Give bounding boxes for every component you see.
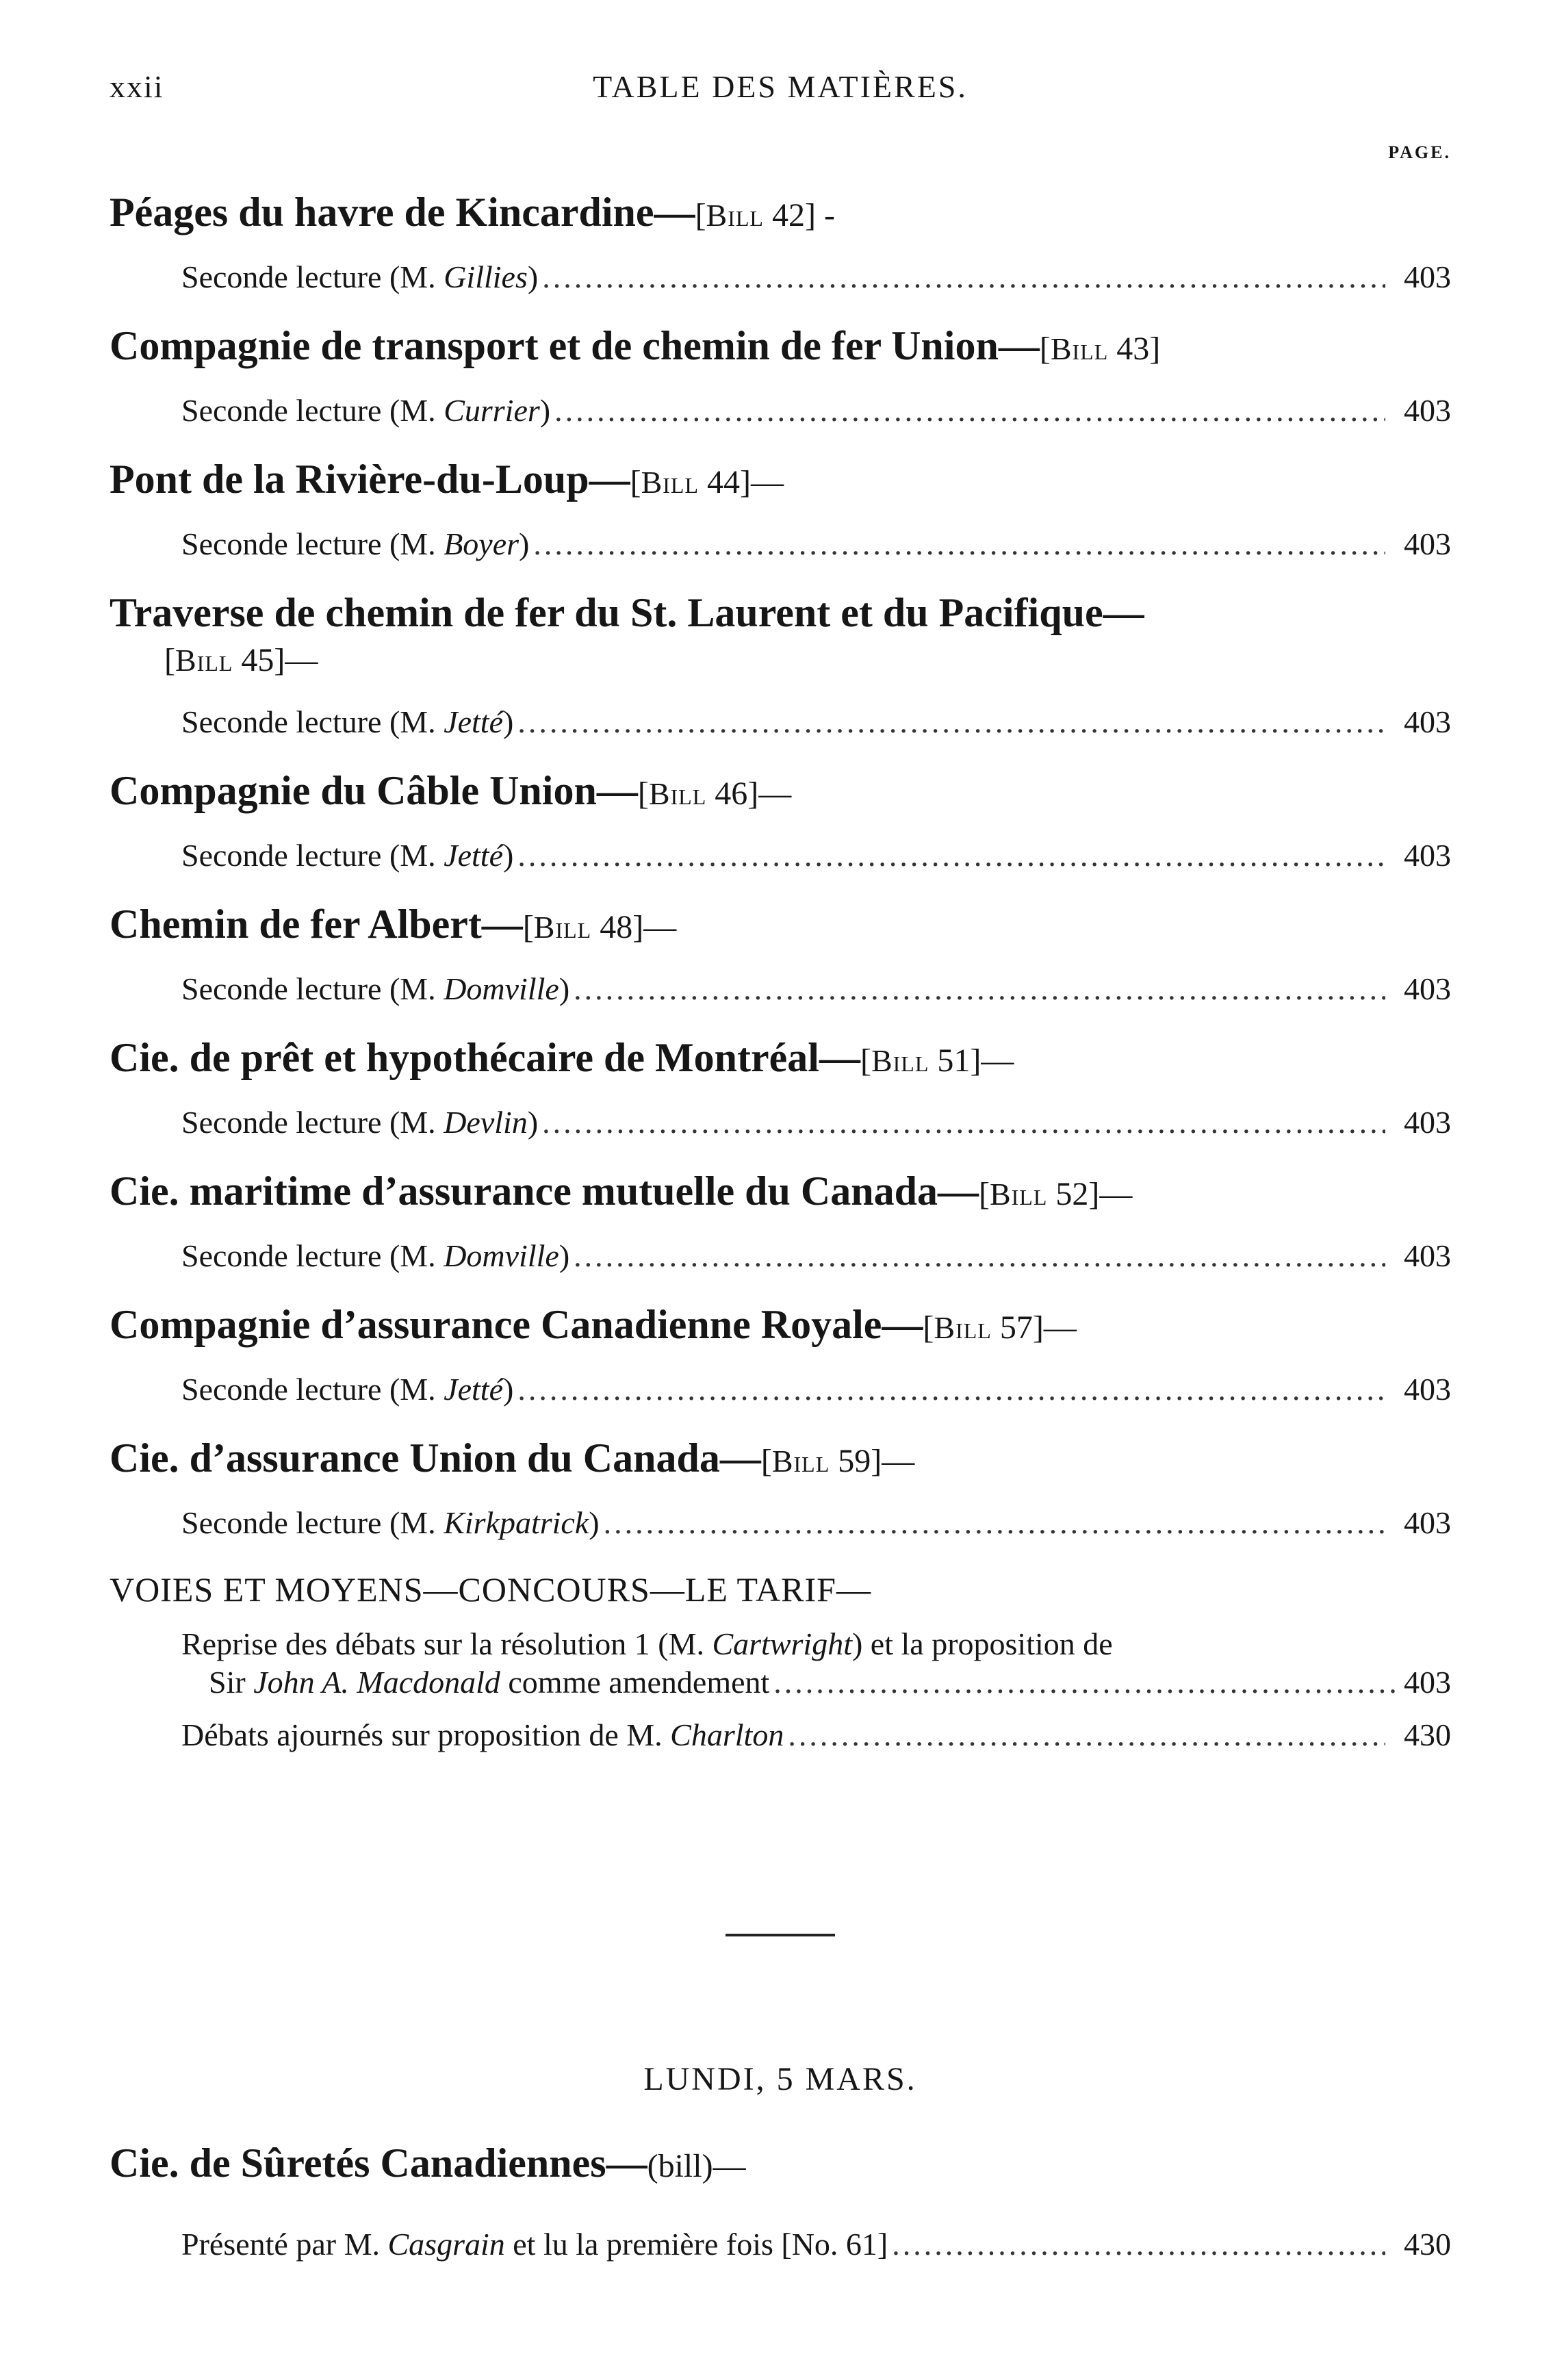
member-name: Gillies (444, 259, 528, 294)
entry-title: Péages du havre de Kincardine— (110, 190, 695, 235)
bill-word: Bill (989, 1177, 1048, 1212)
running-head (110, 68, 1451, 123)
member-name: Charlton (670, 1717, 784, 1752)
page-column-label: PAGE. (1388, 142, 1451, 162)
member-name: Devlin (444, 1105, 528, 1140)
bill-number: 43] (1116, 331, 1161, 367)
toc-entry (110, 1167, 1451, 1277)
entry-title: Cie. maritime d’assurance mutuelle du Canada— (110, 1168, 979, 1214)
page-ref: 403 (1404, 526, 1451, 561)
entry-heading (110, 900, 1451, 951)
bill-reference: [Bill 52]— (978, 1176, 1133, 1212)
entry-title: Cie. de prêt et hypothécaire de Montréal— (110, 1035, 860, 1080)
dot-leader (892, 2223, 1385, 2266)
member-name: John A. Macdonald (253, 1665, 500, 1700)
page-ref: 403 (1404, 704, 1451, 739)
dot-leader (542, 256, 1385, 298)
dot-leader (542, 1101, 1385, 1144)
bill-reference: (bill)— (647, 2148, 746, 2184)
entry-title: Cie. de Sûretés Canadiennes— (110, 2140, 647, 2186)
bill-number: 42] (771, 197, 816, 233)
reading-line: Seconde lecture (M. Kirkpatrick) ..... 403 (181, 1502, 1451, 1544)
entry-heading (110, 589, 1451, 684)
reading-line: Seconde lecture (M. Jetté) ..... 403 (181, 1368, 1451, 1411)
dot-leader (788, 1714, 1385, 1756)
page-ref: 403 (1404, 1105, 1451, 1140)
bill-number: 52] (1055, 1176, 1100, 1212)
member-name: Kirkpatrick (444, 1505, 589, 1540)
bill-reference: [Bill 48]— (522, 909, 677, 945)
debate-line: Reprise des débats sur la résolution 1 (M. Cartwright) et la proposition de Sir John A. Macdonald comme amendement ..... 403 (181, 1625, 1451, 1702)
toc-entry (110, 322, 1451, 432)
document-page (110, 0, 1451, 2380)
entry-heading (110, 188, 1451, 240)
toc-entry (110, 2139, 1451, 2266)
bill-number: 51] (937, 1042, 981, 1079)
bill-reference: [Bill 43] (1039, 331, 1161, 367)
reading-line: Seconde lecture (M. Currier) ..... 403 (181, 389, 1451, 432)
page-ref: 403 (1404, 1238, 1451, 1273)
bill-number: 44] (707, 464, 752, 500)
reading-line: Seconde lecture (M. Boyer) ..... 403 (181, 523, 1451, 565)
dot-leader (517, 834, 1385, 877)
page-ref: 430 (1404, 1717, 1451, 1752)
entry-title: Chemin de fer Albert— (110, 901, 523, 947)
bill-reference: [Bill 57]— (923, 1309, 1077, 1346)
bill-reference: [Bill 59]— (760, 1443, 915, 1479)
bill-number: 45] (241, 642, 285, 678)
bill-reference: [Bill 51]— (860, 1042, 1014, 1079)
dot-leader (574, 1235, 1385, 1277)
bill-number: 48] (600, 909, 644, 945)
entry-heading (110, 767, 1451, 818)
reading-line: Présenté par M. Casgrain et lu la première fois [No. 61] ..... 430 (181, 2223, 1451, 2266)
dot-leader (517, 1368, 1385, 1411)
day-heading: LUNDI, 5 MARS. (643, 2061, 917, 2097)
reading-line: Seconde lecture (M. Domville) ..... 403 (181, 968, 1451, 1010)
entry-heading (110, 322, 1451, 373)
toc-entry (110, 1034, 1451, 1144)
toc-entry (110, 767, 1451, 877)
member-name: Domville (444, 1238, 559, 1273)
dot-leader (604, 1502, 1385, 1544)
entry-title: Traverse de chemin de fer du St. Laurent et du Pacifique— (110, 590, 1144, 635)
entry-title: Compagnie d’assurance Canadienne Royale— (110, 1302, 923, 1347)
entry-title: Pont de la Rivière-du-Loup— (110, 457, 630, 502)
bill-reference: [Bill 44]— (630, 464, 784, 500)
entry-heading (110, 1167, 1451, 1218)
debate-line: Débats ajournés sur proposition de M. Charlton ..... 430 (181, 1714, 1451, 1756)
entry-heading (110, 1434, 1451, 1485)
member-name: Jetté (444, 838, 503, 873)
bill-reference: [Bill 45]— (164, 642, 318, 678)
page-ref: 403 (1404, 393, 1451, 428)
dot-leader (517, 701, 1385, 743)
page-ref: 403 (1404, 971, 1451, 1006)
toc-entry (110, 455, 1451, 565)
bill-word: Bill (706, 198, 764, 233)
reading-line: Seconde lecture (M. Jetté) ..... 403 (181, 834, 1451, 877)
member-name: Domville (444, 971, 559, 1006)
entry-heading (110, 2139, 1451, 2190)
entry-heading (110, 1301, 1451, 1352)
entry-title: Compagnie du Câble Union— (110, 768, 638, 813)
bill-number: 59] (838, 1443, 882, 1479)
toc-entry (110, 1434, 1451, 1544)
bill-word: Bill (871, 1043, 929, 1078)
entry-title: Cie. d’assurance Union du Canada— (110, 1435, 761, 1481)
page-ref: 403 (1404, 838, 1451, 873)
page-ref: 403 (1404, 1665, 1451, 1700)
page-ref: 403 (1404, 259, 1451, 294)
bill-word: Bill (533, 910, 592, 945)
member-name: Cartwright (712, 1626, 852, 1661)
entry-heading (110, 455, 1451, 507)
dot-leader (574, 968, 1385, 1010)
member-name: Currier (444, 393, 540, 428)
member-name: Boyer (444, 526, 519, 561)
dot-leader (554, 389, 1385, 432)
bill-word: Bill (771, 1444, 830, 1479)
reading-line: Seconde lecture (M. Domville) ..... 403 (181, 1235, 1451, 1277)
bill-word: Bill (934, 1310, 992, 1345)
toc-entry-voies-et-moyens (110, 1568, 1451, 1756)
toc-entry (110, 1301, 1451, 1411)
page-number: xxii (110, 69, 164, 104)
member-name: Casgrain (387, 2227, 505, 2262)
table-of-contents (110, 188, 1451, 1756)
dot-leader (533, 523, 1385, 565)
reading-line: Seconde lecture (M. Jetté) ..... 403 (181, 701, 1451, 743)
entry-heading (110, 1034, 1451, 1085)
toc-entry (110, 900, 1451, 1010)
entry-title: Compagnie de transport et de chemin de fer Union— (110, 323, 1040, 368)
toc-entry (110, 188, 1451, 298)
bill-reference: [Bill 46]— (637, 776, 792, 812)
reading-line: Seconde lecture (M. Devlin) ..... 403 (181, 1101, 1451, 1144)
page-ref: 430 (1404, 2227, 1451, 2262)
reading-line: Seconde lecture (M. Gillies) ..... 403 (181, 256, 1451, 298)
dot-leader (773, 1663, 1400, 1702)
bill-number: 46] (715, 776, 759, 812)
page-ref: 403 (1404, 1505, 1451, 1540)
entry-heading: VOIES ET MOYENS—CONCOURS—LE TARIF— (110, 1570, 871, 1609)
bill-word: Bill (641, 465, 700, 500)
page-ref: 403 (1404, 1372, 1451, 1407)
bill-word: Bill (648, 776, 707, 811)
member-name: Jetté (444, 1372, 503, 1407)
section-divider (726, 1934, 835, 1936)
bill-word: Bill (175, 643, 233, 678)
toc-entry (110, 589, 1451, 743)
bill-reference: [Bill 42] - (695, 197, 835, 233)
running-title: TABLE DES MATIÈRES. (593, 69, 968, 104)
bill-number: 57] (999, 1309, 1044, 1346)
bill-word: Bill (1050, 331, 1109, 366)
member-name: Jetté (444, 704, 503, 739)
